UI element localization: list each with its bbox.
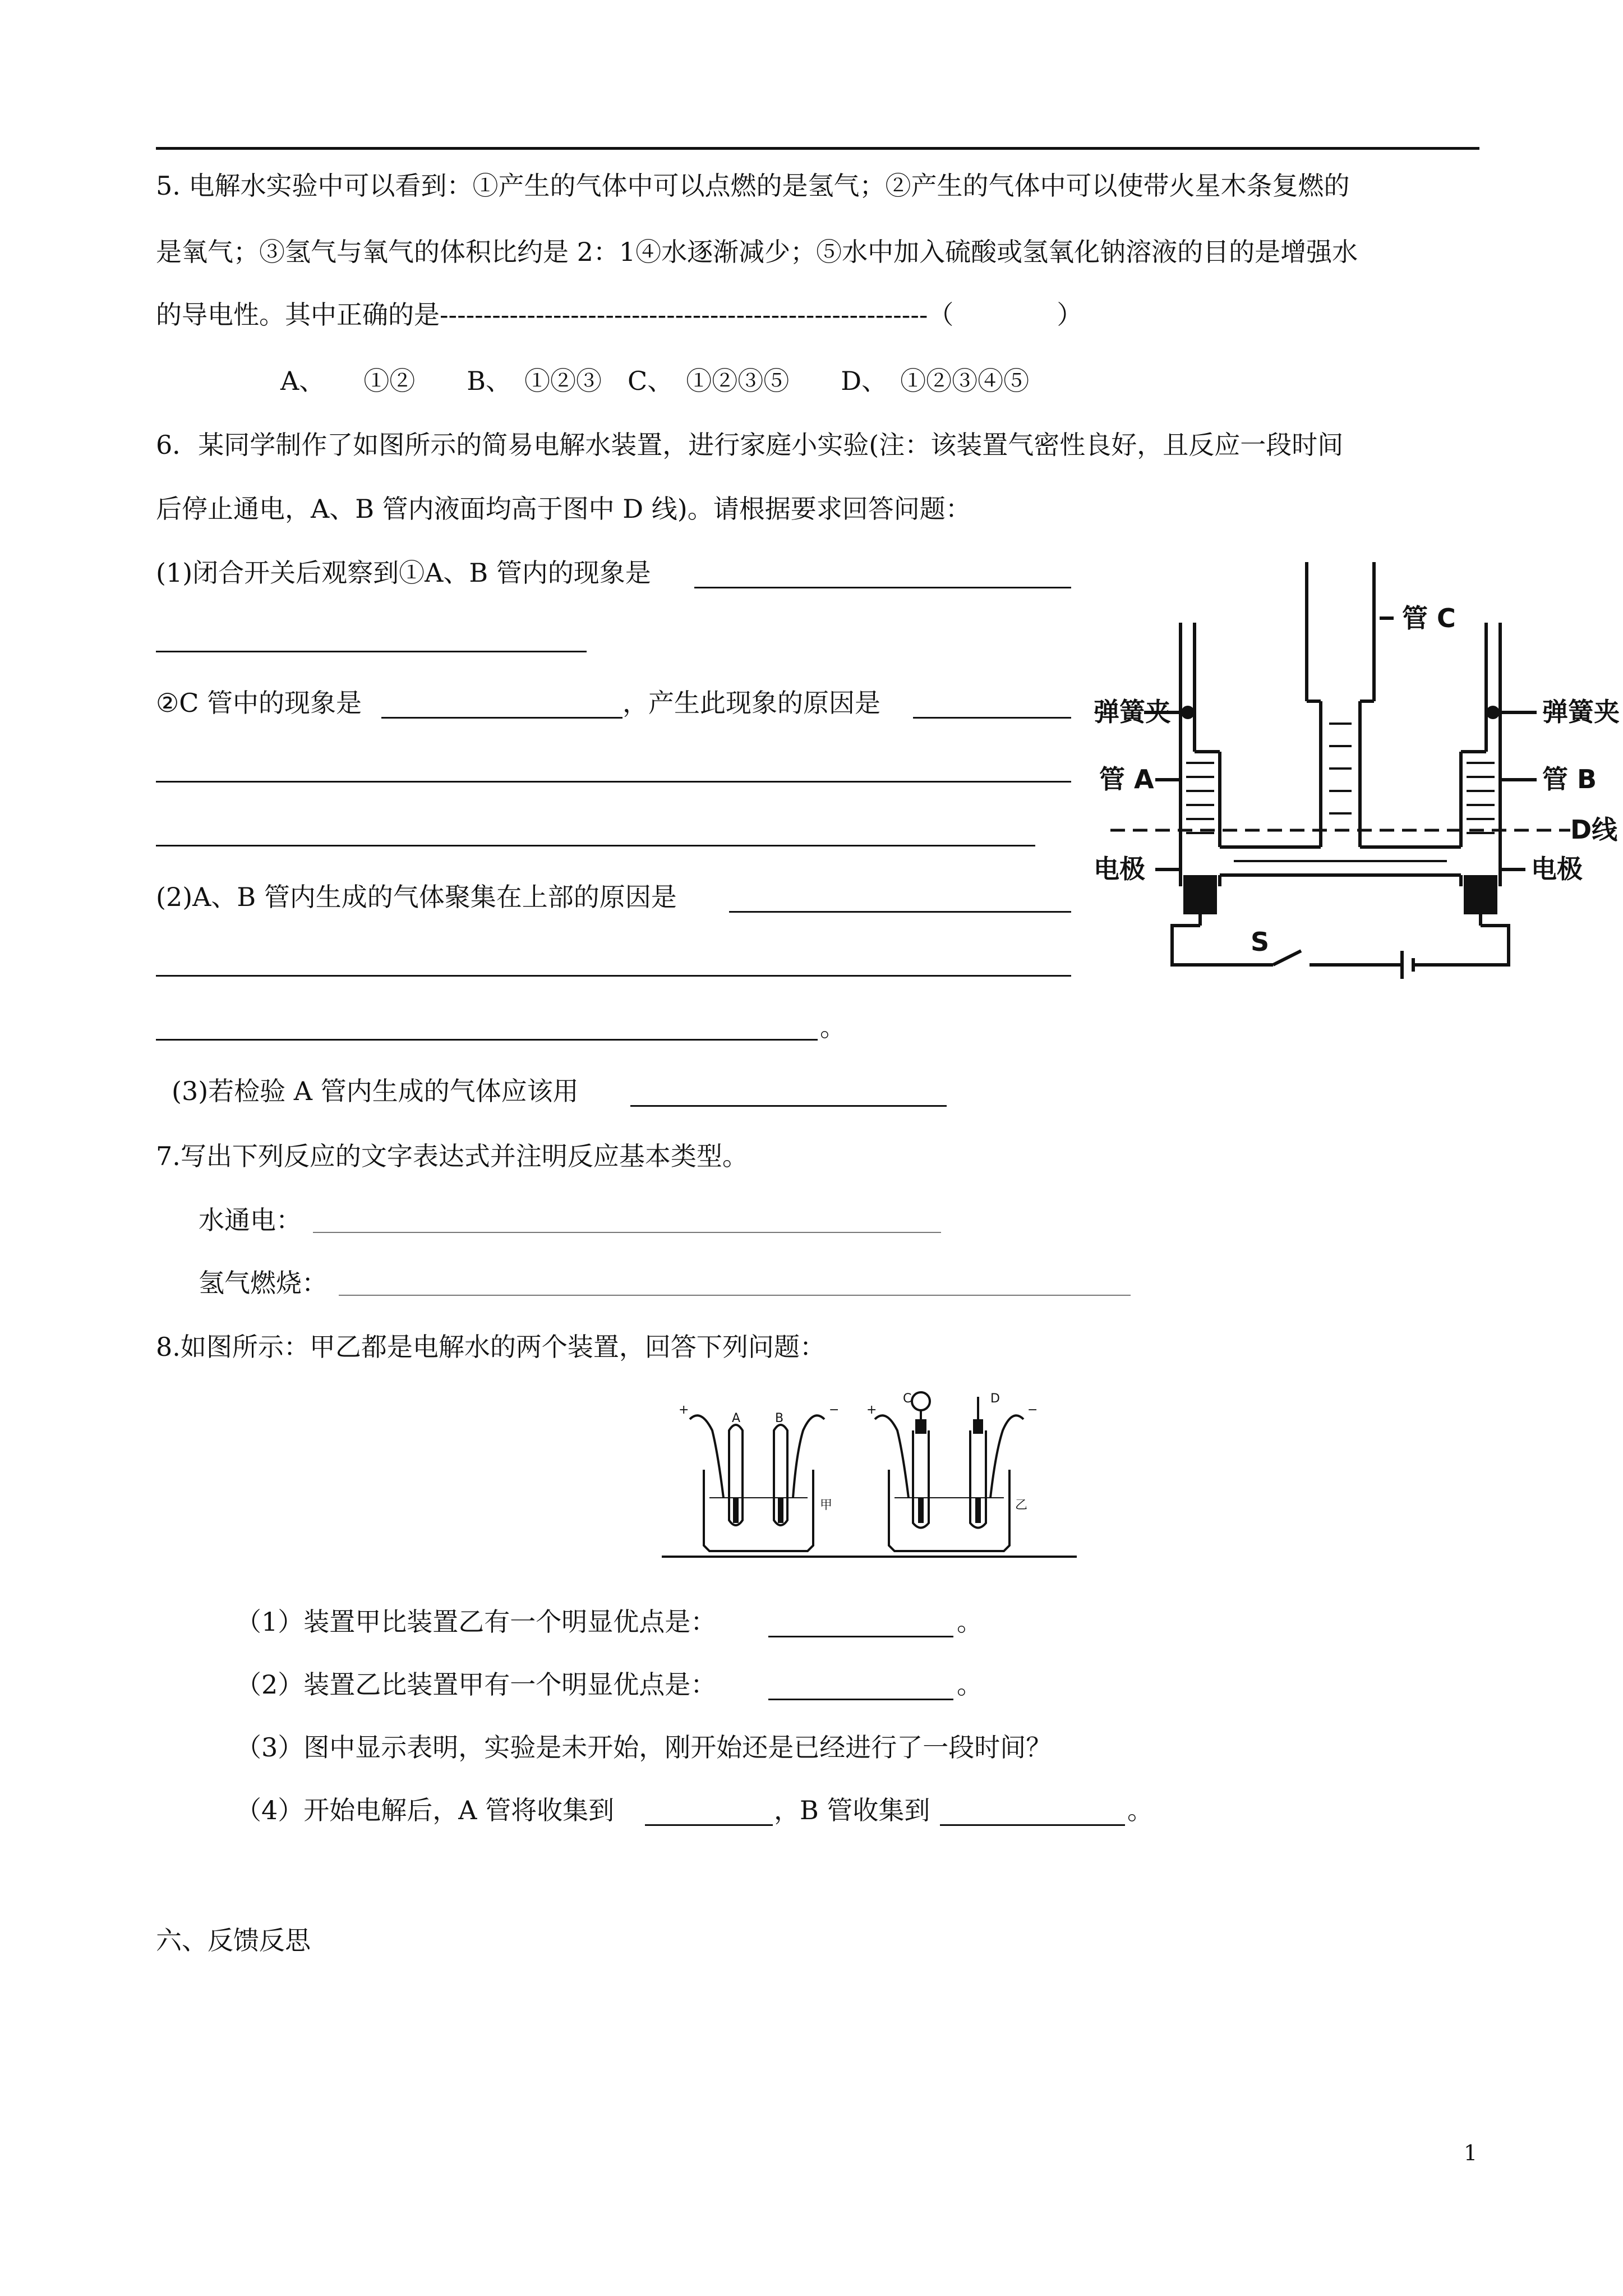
fig2-plus-left: + [679, 1403, 689, 1417]
page-number: 1 [1464, 2141, 1478, 2165]
q6-part2b-text: ，产生此现象的原因是 [623, 688, 880, 718]
fig2-label-yi: 乙 [1015, 1498, 1028, 1512]
q6-part2a-blank[interactable] [381, 717, 623, 719]
q6-part3-blank[interactable] [729, 911, 1071, 913]
q5-line2: 是氧气；③氢气与氧气的体积比约是 2：1④水逐渐减少；⑤水中加入硫酸或氢氧化钠溶液的目的是增强水 [156, 237, 1358, 267]
section6-heading: 六、反馈反思 [156, 1925, 311, 1955]
fig1-electrode-right-label: 电极 [1531, 854, 1583, 884]
q7-water-blank[interactable] [313, 1232, 941, 1233]
q8-sub4b-text: ，B 管收集到 [774, 1795, 930, 1825]
q6-part3-blank-2[interactable] [156, 975, 1071, 977]
q8-sub2-text: （2）装置乙比装置甲有一个明显优点是： [236, 1669, 717, 1700]
q8-sub4-end: 。 [1127, 1795, 1153, 1825]
fig1-tube-c-label: 管 C [1402, 603, 1456, 633]
q6-part1-text: (1)闭合开关后观察到①A、B 管内的现象是 [156, 558, 651, 588]
q8-title: 8.如图所示：甲乙都是电解水的两个装置，回答下列问题： [156, 1332, 826, 1362]
q8-sub2-end: 。 [957, 1669, 983, 1700]
fig2-label-b: B [775, 1411, 784, 1425]
q8-sub1-text: （1）装置甲比装置乙有一个明显优点是： [236, 1607, 717, 1637]
q8-sub2-blank[interactable] [768, 1699, 953, 1700]
fig1-clip-left-label: 弹簧夹 [1094, 697, 1171, 727]
fig2-label-d: D [990, 1392, 1000, 1406]
q8-sub4b-blank[interactable] [940, 1824, 1125, 1826]
q5-line1: 5. 电解水实验中可以看到：①产生的气体中可以点燃的是氢气；②产生的气体中可以使带火星木条复燃的 [156, 171, 1350, 201]
fig2-label-jia: 甲 [820, 1498, 833, 1512]
q6-line1: 6．某同学制作了如图所示的简易电解水装置，进行家庭小实验(注：该装置气密性良好，且反应一段时间 [156, 430, 1344, 460]
q6-part2-blank-3[interactable] [156, 845, 1035, 846]
q6-part2-blank-2[interactable] [156, 781, 1071, 783]
q8-sub4a-blank[interactable] [645, 1824, 773, 1826]
fig2-plus-right: + [866, 1403, 877, 1417]
fig1-tube-b-label: 管 B [1542, 764, 1597, 794]
q6-part4-blank[interactable] [630, 1105, 947, 1107]
q8-sub1-blank[interactable] [768, 1636, 953, 1637]
fig2-label-a: A [732, 1411, 741, 1425]
q6-part1-blank-2[interactable] [156, 651, 587, 652]
q8-sub3-text: （3）图中显示表明，实验是未开始，刚开始还是已经进行了一段时间？ [236, 1732, 1052, 1763]
q7-water-label: 水通电： [199, 1205, 302, 1235]
two-electrolysis-devices-figure [656, 1386, 1082, 1565]
q6-line2: 后停止通电，A、B 管内液面均高于图中 D 线)。请根据要求回答问题： [156, 494, 971, 524]
q6-part2b-blank[interactable] [913, 717, 1071, 719]
fig2-label-c: C [903, 1392, 912, 1406]
fig2-minus-left: − [829, 1403, 840, 1417]
q7-title: 7.写出下列反应的文字表达式并注明反应基本类型。 [156, 1141, 748, 1171]
q6-part3-text: (2)A、B 管内生成的气体聚集在上部的原因是 [156, 882, 677, 912]
q5-line3: 的导电性。其中正确的是--------------------------------------------------------（ ） [156, 300, 1083, 330]
q8-sub4a-text: （4）开始电解后，A 管将收集到 [236, 1795, 615, 1825]
q6-part1-blank[interactable] [694, 587, 1071, 588]
header-rule [156, 147, 1479, 150]
q6-part4-text: (3)若检验 A 管内生成的气体应该用 [172, 1076, 579, 1106]
fig1-electrode-left-label: 电极 [1094, 854, 1145, 884]
q6-part3-blank-3[interactable] [156, 1039, 818, 1041]
fig1-clip-right-label: 弹簧夹 [1542, 697, 1620, 727]
q7-hydrogen-blank[interactable] [339, 1295, 1131, 1296]
fig1-switch-label: S [1251, 927, 1270, 957]
q7-hydrogen-label: 氢气燃烧： [199, 1268, 328, 1298]
q8-sub1-end: 。 [957, 1607, 983, 1637]
electrolysis-apparatus-figure [1088, 555, 1621, 982]
fig1-d-line-label: D线 [1570, 815, 1618, 845]
q6-part2a-text: ②C 管中的现象是 [156, 688, 362, 718]
fig1-tube-a-label: 管 A [1099, 764, 1154, 794]
fig2-minus-right: − [1027, 1403, 1038, 1417]
q5-options: A、 ①② B、 ①②③ C、 ①②③⑤ D、 ①②③④⑤ [280, 366, 1030, 396]
q6-part3-end: 。 [820, 1012, 846, 1042]
